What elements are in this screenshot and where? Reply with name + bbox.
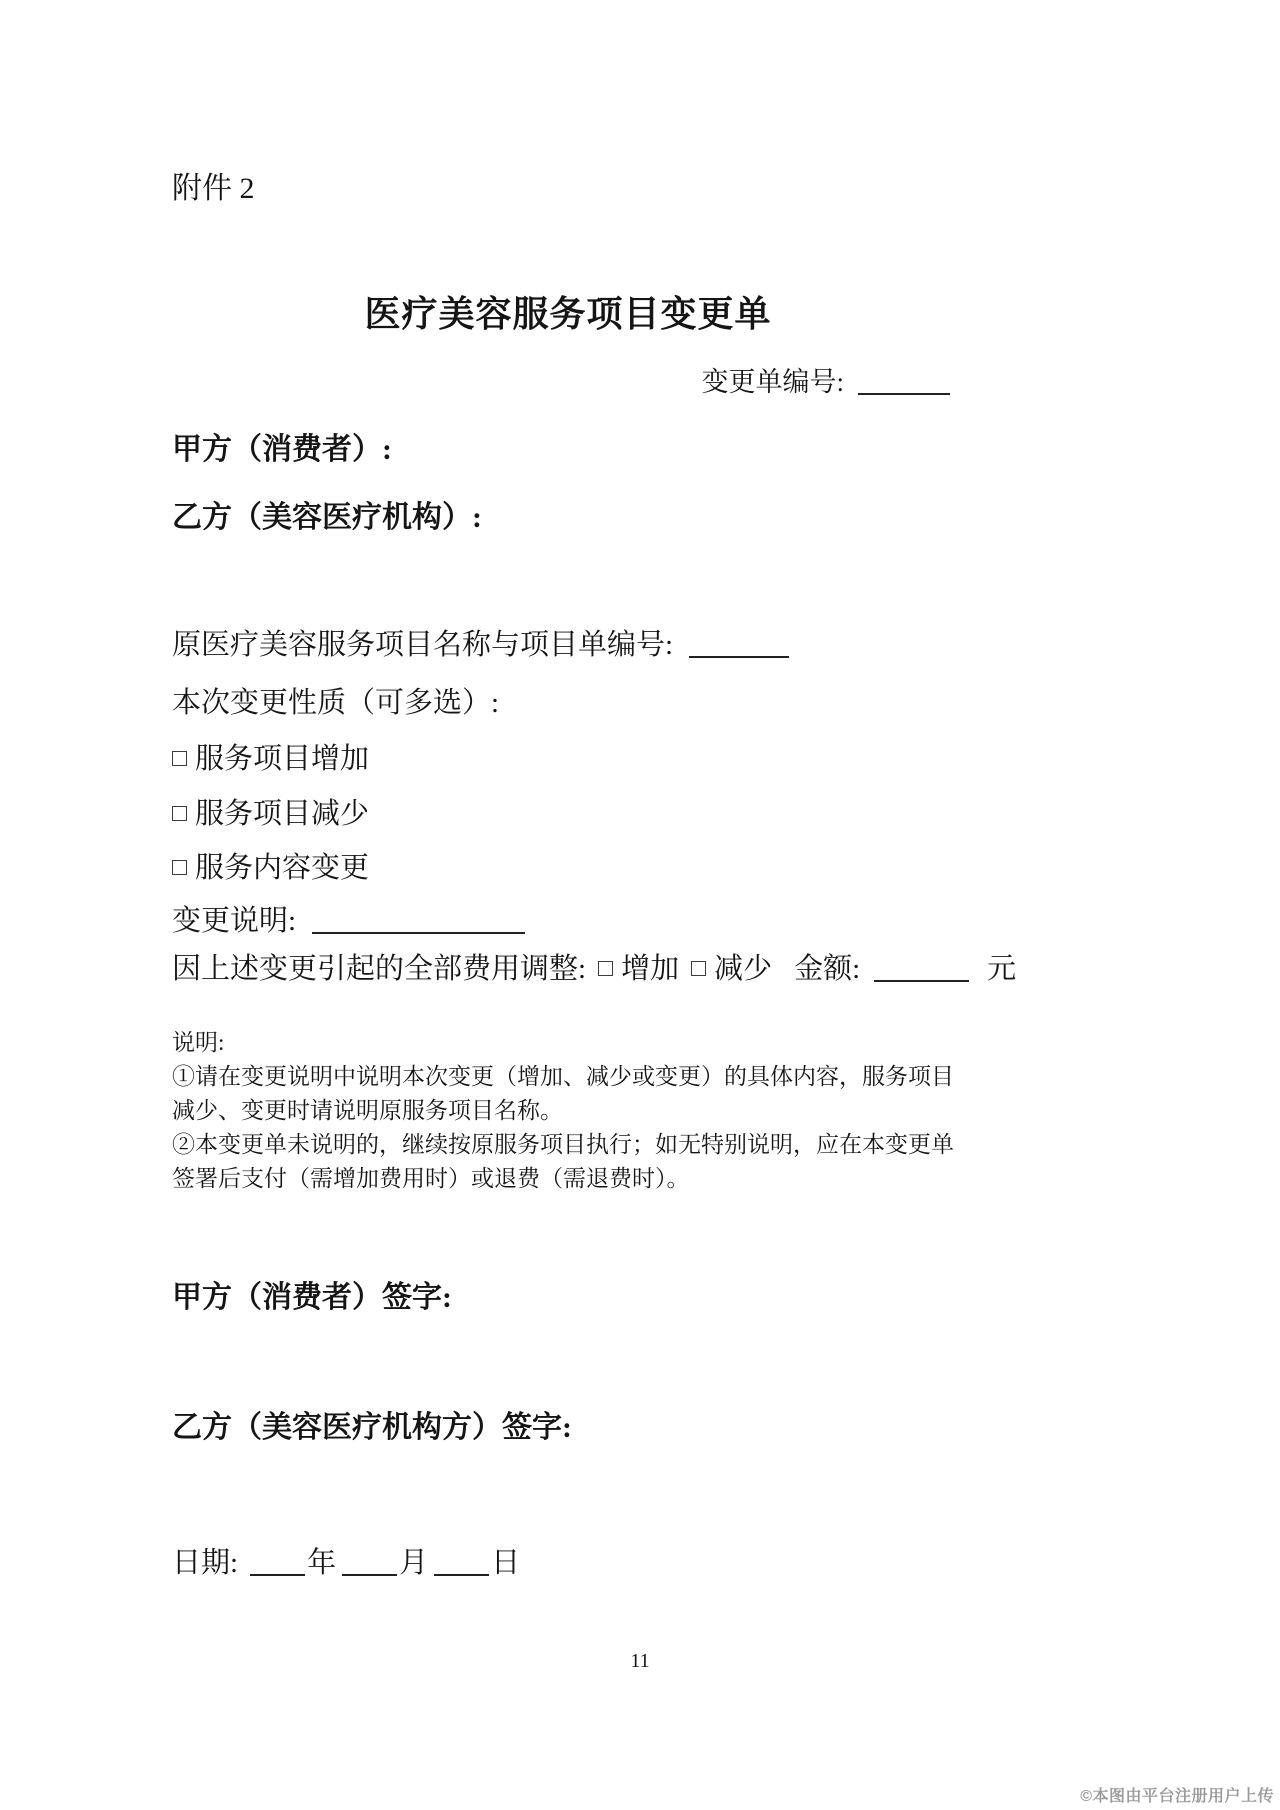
date-label: 日期: xyxy=(172,1547,239,1579)
page-title: 医疗美容服务项目变更单 xyxy=(364,294,772,334)
change-option-row xyxy=(172,845,369,886)
fee-decrease-label: 减少 xyxy=(714,953,773,985)
date-year-blank xyxy=(250,1548,305,1576)
change-option-label: 服务项目减少 xyxy=(195,798,370,830)
fee-adjustment-label: 因上述变更引起的全部费用调整: xyxy=(172,953,587,985)
change-option-row xyxy=(172,736,369,777)
form-number-line xyxy=(172,360,964,399)
watermark-text: ©本图由平台注册用户上传 xyxy=(1080,1788,1274,1805)
note-item: ②本变更单未说明的，继续按原服务项目执行；如无特别说明，应在本变更单签署后支付（需增加费用时）或退费（需退费时）。 xyxy=(172,1132,954,1191)
page-number: 11 xyxy=(630,1650,650,1672)
year-suffix: 年 xyxy=(307,1547,337,1579)
date-day-blank xyxy=(434,1548,489,1576)
checkbox-icon xyxy=(598,961,613,976)
fee-amount-blank xyxy=(874,954,969,982)
month-suffix: 月 xyxy=(399,1547,429,1579)
date-month-blank xyxy=(342,1548,397,1576)
day-suffix: 日 xyxy=(491,1547,521,1579)
currency-unit-label: 元 xyxy=(987,953,1017,985)
checkbox-icon xyxy=(172,751,187,766)
original-item-line xyxy=(172,622,789,663)
fee-amount-label: 金额: xyxy=(794,953,861,985)
fee-adjustment-line xyxy=(172,946,1016,987)
notes-heading: 说明: xyxy=(172,1030,225,1055)
change-note-blank xyxy=(312,906,525,934)
form-number-label: 变更单编号: xyxy=(701,367,844,397)
signature-a-label: 甲方（消费者）签字: xyxy=(172,1281,452,1314)
party-a-label: 甲方（消费者）: xyxy=(172,433,392,466)
change-nature-label: 本次变更性质（可多选）: xyxy=(172,687,500,719)
change-option-row xyxy=(172,791,369,832)
signature-b-label: 乙方（美容医疗机构方）签字: xyxy=(172,1411,572,1444)
form-number-blank xyxy=(858,369,950,395)
change-option-label: 服务内容变更 xyxy=(195,852,370,884)
checkbox-icon xyxy=(172,860,187,875)
party-b-label: 乙方（美容医疗机构）: xyxy=(172,501,482,534)
checkbox-icon xyxy=(172,806,187,821)
original-item-number-blank xyxy=(689,630,789,658)
change-note-label: 变更说明: xyxy=(172,905,297,937)
note-item: ①请在变更说明中说明本次变更（增加、减少或变更）的具体内容，服务项目减少、变更时请说明原服务项目名称。 xyxy=(172,1064,954,1123)
notes-section xyxy=(172,1026,964,1196)
attachment-label: 附件 2 xyxy=(172,172,255,205)
change-note-line xyxy=(172,898,525,939)
change-option-label: 服务项目增加 xyxy=(195,743,370,775)
fee-increase-label: 增加 xyxy=(621,953,680,985)
date-line xyxy=(172,1540,520,1581)
checkbox-icon xyxy=(691,961,706,976)
original-item-label: 原医疗美容服务项目名称与项目单编号: xyxy=(172,629,674,661)
